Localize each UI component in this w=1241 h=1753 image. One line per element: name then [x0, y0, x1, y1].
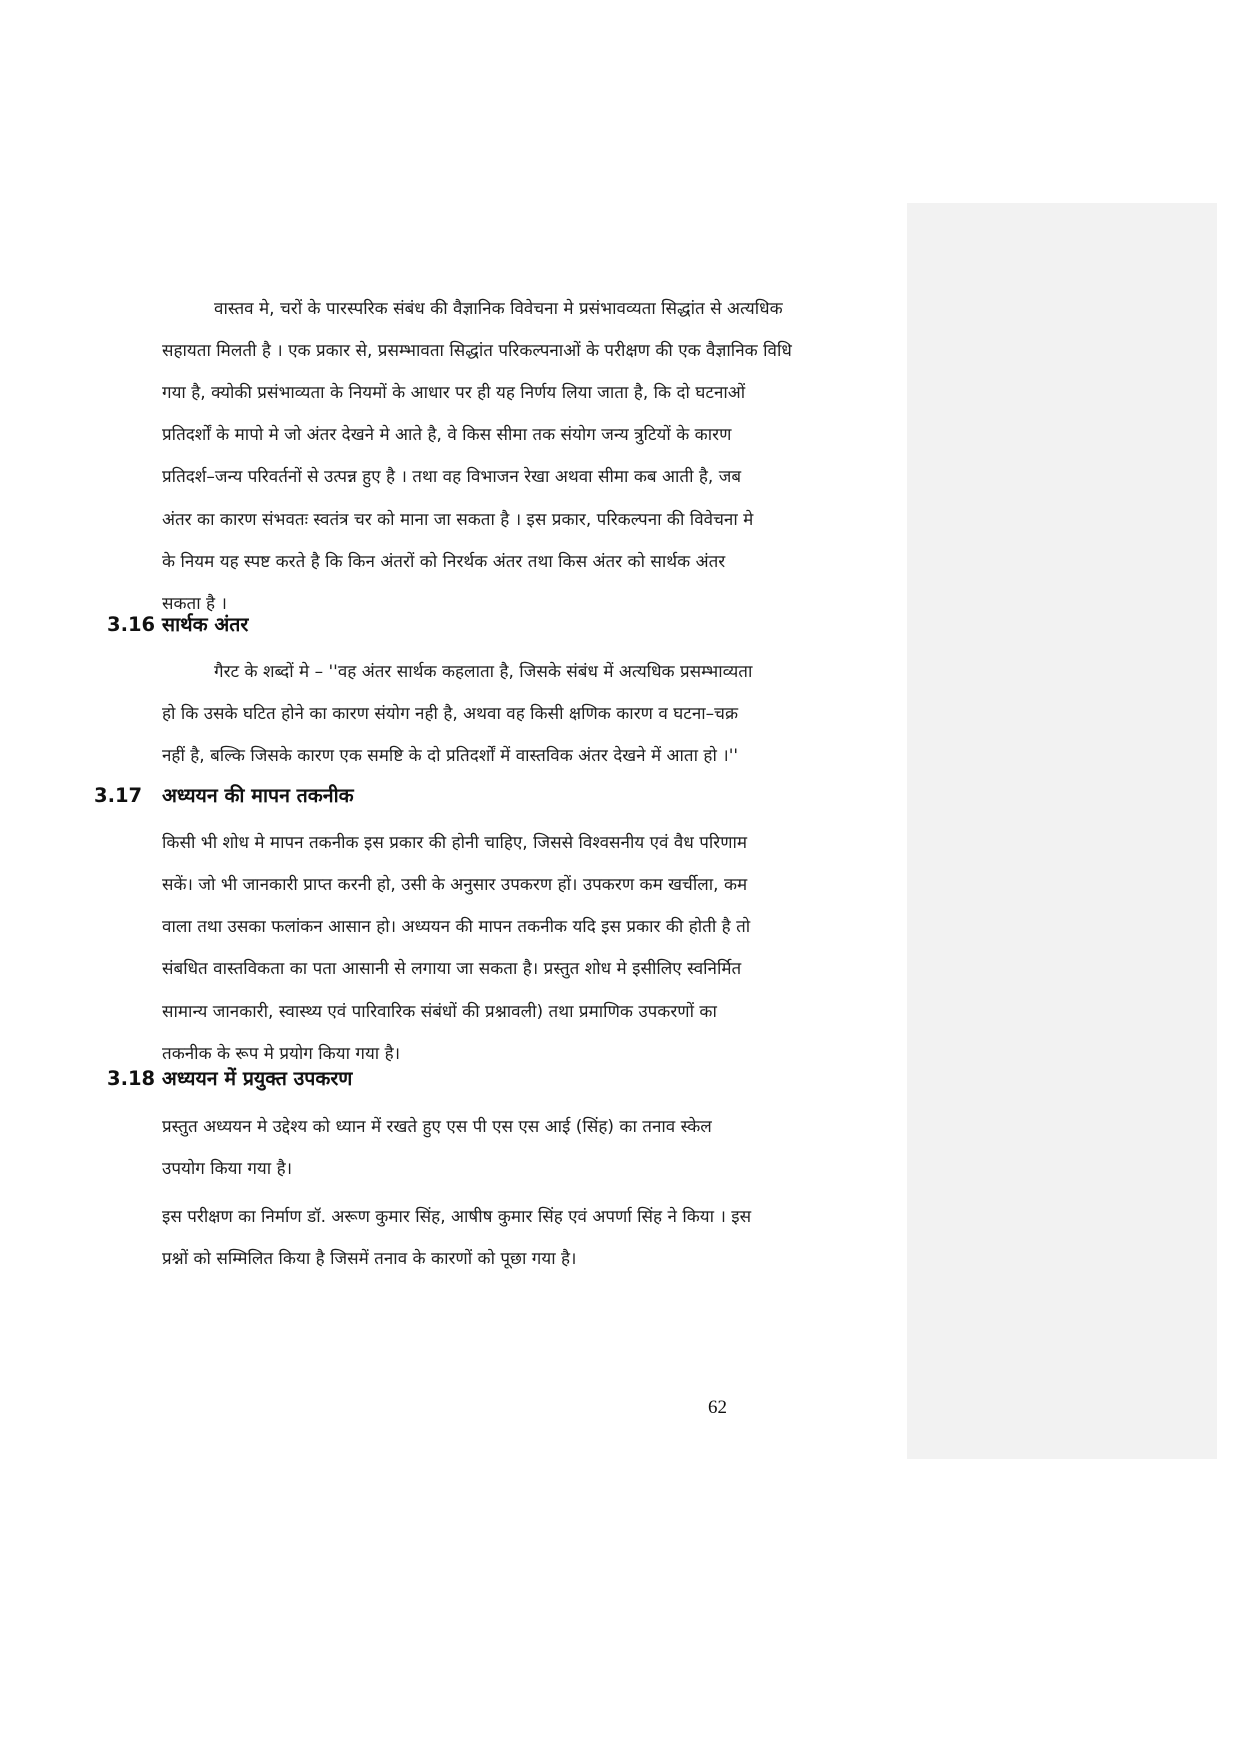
section-title: सार्थक अंतर [161, 613, 249, 636]
section-heading-3-17 [94, 783, 142, 809]
text-line: गैरट के शब्दों मे – ''वह अंतर सार्थक कहलाता है, जिसके संबंध में अत्यधिक प्रसम्भाव्यता [214, 662, 753, 682]
section-number: 3.16 [107, 613, 156, 636]
section-title: अध्ययन में प्रयुक्त उपकरण [161, 1067, 353, 1090]
text-line: सकें। जो भी जानकारी प्राप्त करनी हो, उसी के अनुसार उपकरण हों। उपकरण कम खर्चीला, कम [162, 875, 748, 895]
section-number: 3.18 [107, 1067, 156, 1090]
text-line: नहीं है, बल्कि जिसके कारण एक समष्टि के दो प्रतिदर्शों में वास्तविक अंतर देखने में आता हो ।'' [162, 746, 739, 766]
page-number: 62 [708, 1397, 727, 1418]
text-line: किसी भी शोध मे मापन तकनीक इस प्रकार की होनी चाहिए, जिससे विश्वसनीय एवं वैध परिणाम [162, 833, 748, 853]
text-line: सकता है । [162, 594, 227, 614]
section-heading-3-16 [107, 612, 248, 638]
text-line: संबधित वास्तविकता का पता आसानी से लगाया जा सकता है। प्रस्तुत शोध मे इसीलिए स्वनिर्मित [162, 959, 742, 979]
text-line: तकनीक के रूप मे प्रयोग किया गया है। [162, 1044, 401, 1064]
comment-pane [907, 203, 1217, 1459]
text-line: गया है, क्योकी प्रसंभाव्यता के नियमों के आधार पर ही यह निर्णय लिया जाता है, कि दो घटनाओं [162, 383, 746, 403]
text-line: वाला तथा उसका फलांकन आसान हो। अध्ययन की मापन तकनीक यदि इस प्रकार की होती है तो [162, 917, 751, 937]
text-line: प्रस्तुत अध्ययन मे उद्देश्य को ध्यान में रखते हुए एस पी एस एस आई (सिंह) का तनाव स्केल [162, 1117, 712, 1137]
text-line: वास्तव मे, चरों के पारस्परिक संबंध की वैज्ञानिक विवेचना मे प्रसंभावव्यता सिद्धांत से अत्यधिक [214, 299, 783, 319]
text-line: उपयोग किया गया है। [162, 1159, 293, 1179]
text-line: के नियम यह स्पष्ट करते है कि किन अंतरों को निरर्थक अंतर तथा किस अंतर को सार्थक अंतर [162, 552, 726, 572]
text-line: अंतर का कारण संभवतः स्वतंत्र चर को माना जा सकता है । इस प्रकार, परिकल्पना की विवेचना मे [162, 510, 754, 530]
text-line: प्रश्नों को सम्मिलित किया है जिसमें तनाव के कारणों को पूछा गया है। [162, 1249, 577, 1269]
section-number: 3.17 [94, 784, 143, 807]
text-line: प्रतिदर्शों के मापो मे जो अंतर देखने मे आते है, वे किस सीमा तक संयोग जन्य त्रुटियों के कारण [162, 425, 732, 445]
text-line: सामान्य जानकारी, स्वास्थ्य एवं पारिवारिक संबंधों की प्रश्नावली) तथा प्रमाणिक उपकरणों का [162, 1002, 717, 1022]
text-line: प्रतिदर्श–जन्य परिवर्तनों से उत्पन्न हुए है । तथा वह विभाजन रेखा अथवा सीमा कब आती है, जब [162, 467, 742, 487]
text-line: इस परीक्षण का निर्माण डॉ. अरूण कुमार सिंह, आषीष कुमार सिंह एवं अपर्णा सिंह ने किया । इस [162, 1207, 752, 1227]
section-heading-3-18 [107, 1066, 352, 1092]
text-line: हो कि उसके घटित होने का कारण संयोग नही है, अथवा वह किसी क्षणिक कारण व घटना–चक्र [162, 704, 739, 724]
section-title-3-17: अध्ययन की मापन तकनीक [162, 784, 354, 807]
text-line: सहायता मिलती है । एक प्रकार से, प्रसम्भावता सिद्धांत परिकल्पनाओं के परीक्षण की एक वैज्ञानिक विधि [162, 341, 792, 361]
